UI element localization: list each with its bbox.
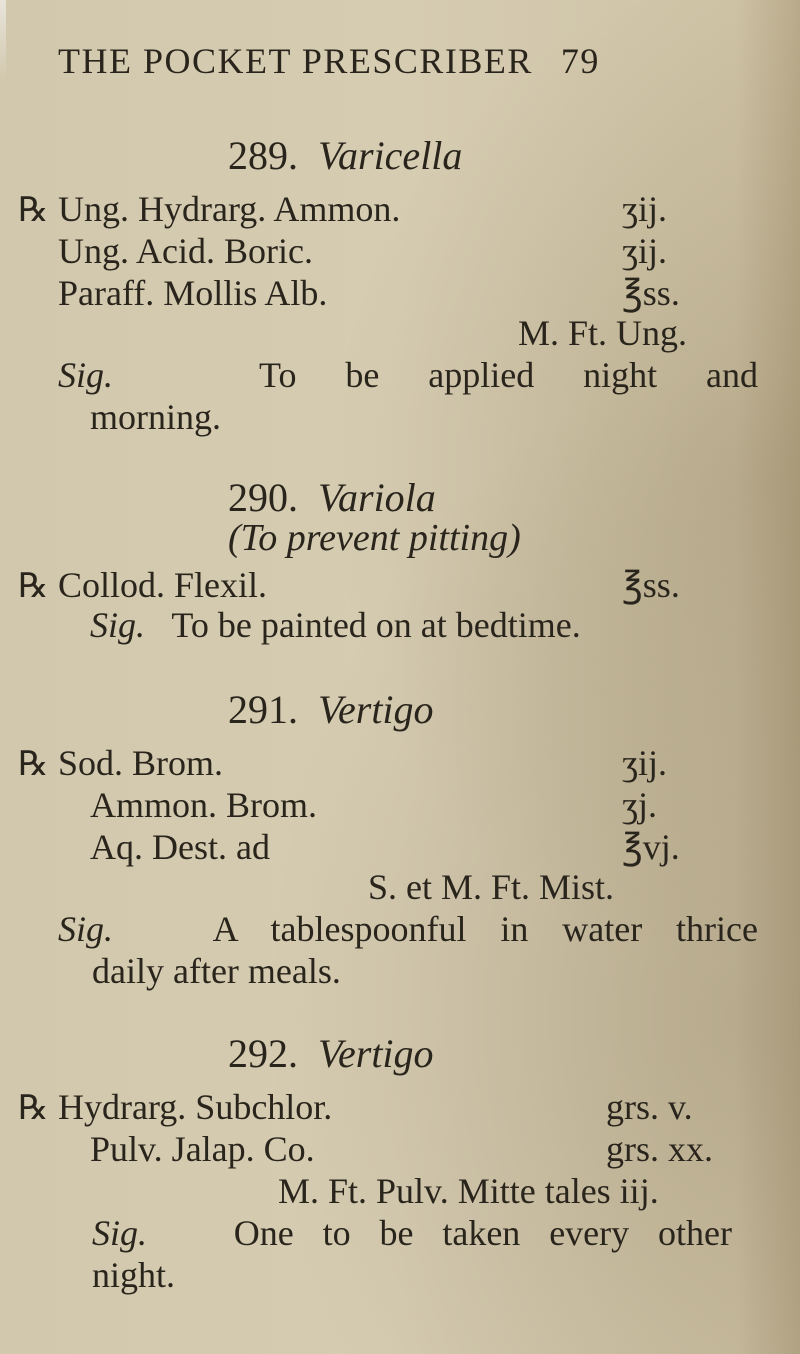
ingredient-quantity: ℥ss. xyxy=(622,273,680,313)
prescription-title: Vertigo xyxy=(318,1031,434,1076)
page-number: 79 xyxy=(560,41,600,81)
compounding-instruction: M. Ft. Pulv. Mitte tales iij. xyxy=(278,1171,659,1211)
rx-symbol: ℞ xyxy=(18,1088,49,1128)
ingredient-quantity: grs. v. xyxy=(606,1087,693,1127)
ingredient-quantity: ʒij. xyxy=(622,231,667,271)
book-title: THE POCKET PRESCRIBER xyxy=(58,41,533,81)
ingredient-name: Ammon. Brom. xyxy=(90,785,318,825)
sig-label: Sig. xyxy=(58,909,114,949)
ingredient-quantity: ʒj. xyxy=(622,785,657,825)
page-edge xyxy=(0,0,6,80)
signa-line xyxy=(58,908,758,950)
prescription-number: 292. xyxy=(228,1031,298,1076)
prescription-291-heading xyxy=(228,686,434,733)
ingredient-name: Sod. Brom. xyxy=(58,743,224,783)
ingredient-name: Aq. Dest. ad xyxy=(90,827,270,867)
signa-continuation: daily after meals. xyxy=(92,951,341,991)
prescription-subtitle: (To prevent pitting) xyxy=(228,517,521,559)
signa-line xyxy=(92,1212,732,1254)
signa-continuation: morning. xyxy=(90,397,221,437)
ingredient-quantity: ℥ss. xyxy=(622,565,680,605)
ingredient-name: Ung. Acid. Boric. xyxy=(58,231,313,271)
prescription-number: 289. xyxy=(228,133,298,178)
compounding-instruction: S. et M. Ft. Mist. xyxy=(368,867,615,907)
prescription-292-heading xyxy=(228,1030,434,1077)
ingredient-name: Pulv. Jalap. Co. xyxy=(90,1129,315,1169)
sig-text: A tablespoonful in water thrice xyxy=(212,909,759,949)
ingredient-quantity: grs. xx. xyxy=(606,1129,713,1169)
prescription-290-heading xyxy=(228,474,436,521)
ingredient-name: Paraff. Mollis Alb. xyxy=(58,273,328,313)
prescription-title: Varicella xyxy=(318,133,463,178)
sig-text: To be painted on at bedtime. xyxy=(171,605,581,645)
running-header xyxy=(58,40,600,82)
rx-symbol: ℞ xyxy=(18,566,49,606)
sig-label: Sig. xyxy=(92,1213,148,1253)
sig-text: One to be taken every other xyxy=(233,1213,732,1253)
signa-line xyxy=(90,604,581,646)
prescription-number: 290. xyxy=(228,475,298,520)
signa-line xyxy=(58,354,758,396)
rx-symbol: ℞ xyxy=(18,190,49,230)
prescription-number: 291. xyxy=(228,687,298,732)
ingredient-quantity: ʒij. xyxy=(622,743,667,783)
prescription-title: Vertigo xyxy=(318,687,434,732)
ingredient-name: Hydrarg. Subchlor. xyxy=(58,1087,333,1127)
prescription-289-heading xyxy=(228,132,462,179)
ingredient-quantity: ℥vj. xyxy=(622,827,680,867)
prescription-title: Variola xyxy=(318,475,436,520)
ingredient-quantity: ʒij. xyxy=(622,189,667,229)
compounding-instruction: M. Ft. Ung. xyxy=(518,313,688,353)
sig-text: To be applied night and xyxy=(259,355,758,395)
sig-label: Sig. xyxy=(90,605,146,645)
ingredient-name: Ung. Hydrarg. Ammon. xyxy=(58,189,401,229)
ingredient-name: Collod. Flexil. xyxy=(58,565,268,605)
sig-label: Sig. xyxy=(58,355,114,395)
rx-symbol: ℞ xyxy=(18,744,49,784)
signa-continuation: night. xyxy=(92,1255,176,1295)
